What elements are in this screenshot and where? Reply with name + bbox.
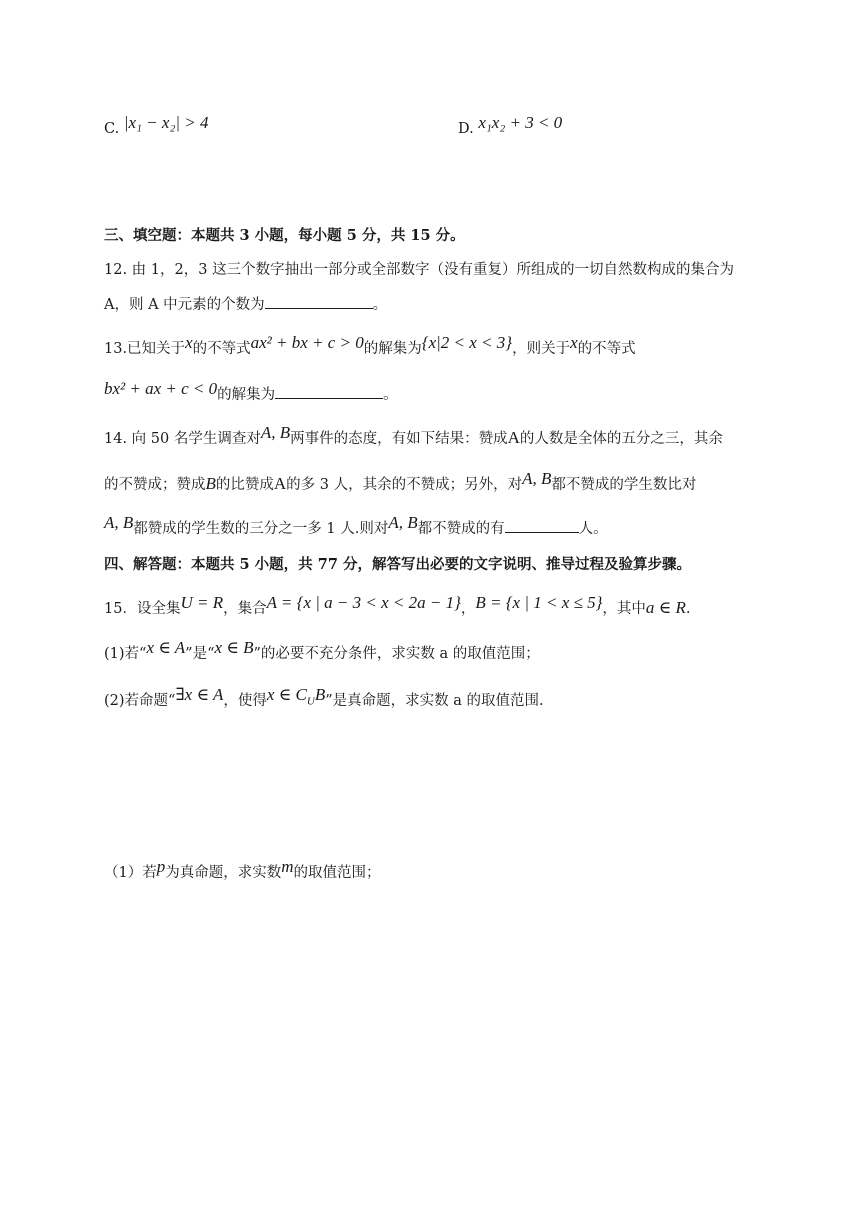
q15-universe: U = R bbox=[180, 593, 224, 612]
q13-text-1: 13.已知关于 bbox=[104, 341, 186, 357]
q15-p2-complement-main: x ∈ C bbox=[266, 685, 307, 704]
q14-var-a-2: A bbox=[273, 474, 287, 493]
q15-p1-text-a: (1)若“ bbox=[104, 646, 147, 662]
q15-set-b: B = {x | 1 < x ≤ 5} bbox=[475, 593, 603, 612]
q13-line-2 bbox=[104, 379, 398, 405]
option-d-expression: x₁x₂ + 3 < 0 bbox=[478, 113, 563, 132]
q15-p1-x-in-a: x ∈ A bbox=[146, 638, 186, 657]
q14-line-1 bbox=[104, 423, 723, 449]
q13-var-x: x bbox=[185, 333, 193, 352]
q15-text-1: 15．设全集 bbox=[104, 601, 181, 617]
q13-inequality-2: bx² + ax + c < 0 bbox=[104, 379, 218, 398]
option-c-expression: |x₁ − x₂| > 4 bbox=[123, 113, 209, 132]
q14-line-2 bbox=[104, 469, 697, 495]
q14-text-6: 的多 3 人，其余的不赞成；另外，对 bbox=[286, 477, 523, 493]
q15-set-a: A = {x | a − 3 < x < 2a − 1} bbox=[266, 593, 461, 612]
q16-text-1: （1）若 bbox=[104, 865, 157, 881]
q14-line-3 bbox=[104, 513, 608, 539]
q14-events: A, B bbox=[260, 423, 291, 442]
q15-p2-text-a: (2)若命题“ bbox=[104, 693, 176, 709]
q13-answer-blank[interactable] bbox=[275, 384, 383, 399]
q13-inequality: ax² + bx + c > 0 bbox=[250, 333, 364, 352]
q15-p2-exists: ∃x ∈ A bbox=[175, 685, 224, 704]
q14-text-5: 的比赞成 bbox=[215, 477, 274, 493]
q15-p2-text-c: ”是真命题，求实数 a 的取值范围. bbox=[325, 693, 544, 709]
q15-p2-text-b: ，使得 bbox=[223, 693, 267, 709]
q13-text-6: 的解集为 bbox=[217, 387, 276, 403]
q16-var-m: m bbox=[281, 857, 294, 876]
q14-answer-blank[interactable] bbox=[505, 518, 579, 533]
q15-p1-x-in-b: x ∈ B bbox=[214, 638, 254, 657]
q14-text-2: 两事件的态度，有如下结果：赞成 bbox=[290, 431, 508, 447]
q15-condition: a ∈ R bbox=[645, 598, 686, 617]
q14-text-1: 14. 向 50 名学生调查对 bbox=[104, 431, 261, 447]
q15-text-2: ，集合 bbox=[223, 601, 267, 617]
q15-text-3: ，其中 bbox=[602, 601, 646, 617]
q12-line-2 bbox=[104, 294, 387, 315]
q15-separator: ， bbox=[460, 601, 476, 617]
q15-part-1 bbox=[104, 638, 540, 664]
q14-events-4: A, B bbox=[388, 513, 418, 532]
q14-var-b: B bbox=[205, 474, 216, 493]
q14-text-3: 的人数是全体的五分之三，其余 bbox=[519, 431, 723, 447]
q15-p1-text-c: ”的必要不充分条件，求实数 a 的取值范围； bbox=[253, 646, 540, 662]
q13-var-x-2: x bbox=[570, 333, 578, 352]
option-c bbox=[104, 113, 209, 139]
q12-text: A，则 A 中元素的个数为 bbox=[104, 297, 265, 313]
q13-solution-set: {x|2 < x < 3} bbox=[421, 333, 513, 352]
q15-stem bbox=[104, 593, 691, 619]
option-d bbox=[458, 113, 563, 139]
q12-line-1: 12. 由 1，2，3 这三个数字抽出一部分或全部数字（没有重复）所组成的一切自然数构成的集合为 bbox=[104, 262, 735, 278]
q13-end: 。 bbox=[383, 387, 398, 403]
q13-text-2: 的不等式 bbox=[192, 341, 251, 357]
q16-part-1 bbox=[104, 857, 381, 883]
q13-text-5: 的不等式 bbox=[577, 341, 636, 357]
q15-p2-complement-sub: U bbox=[306, 695, 315, 708]
q15-p2-complement-b: B bbox=[314, 685, 326, 704]
q12-answer-blank[interactable] bbox=[265, 294, 373, 309]
q13-text-3: 的解集为 bbox=[363, 341, 422, 357]
q14-text-7: 都不赞成的学生数比对 bbox=[551, 477, 697, 493]
q15-part-2 bbox=[104, 685, 544, 716]
q14-text-10: 人。 bbox=[578, 521, 608, 537]
option-c-label: C. bbox=[104, 121, 120, 137]
q14-events-3: A, B bbox=[104, 513, 134, 532]
q14-events-2: A, B bbox=[522, 469, 552, 488]
q16-text-2: 为真命题，求实数 bbox=[165, 865, 282, 881]
q13-text-4: ，则关于 bbox=[512, 341, 571, 357]
q15-end: . bbox=[685, 601, 691, 617]
q16-text-3: 的取值范围； bbox=[293, 865, 381, 881]
q15-p1-text-b: ”是“ bbox=[185, 646, 215, 662]
q14-text-9: 都不赞成的有 bbox=[417, 521, 505, 537]
q12-end: 。 bbox=[372, 297, 388, 313]
q16-var-p: p bbox=[156, 857, 166, 876]
q14-text-8: 都赞成的学生数的三分之一多 1 人.则对 bbox=[133, 521, 389, 537]
section-4-heading: 四、解答题：本题共 5 小题，共 77 分，解答写出必要的文字说明、推导过程及验算步骤。 bbox=[104, 556, 691, 573]
q14-var-a: A bbox=[507, 428, 520, 447]
section-3-heading: 三、填空题：本题共 3 小题，每小题 5 分，共 15 分。 bbox=[104, 227, 465, 244]
option-d-label: D. bbox=[458, 121, 474, 137]
q13-line-1 bbox=[104, 333, 636, 359]
q14-text-4: 的不赞成；赞成 bbox=[104, 477, 206, 493]
q15-p2-complement bbox=[266, 685, 326, 708]
